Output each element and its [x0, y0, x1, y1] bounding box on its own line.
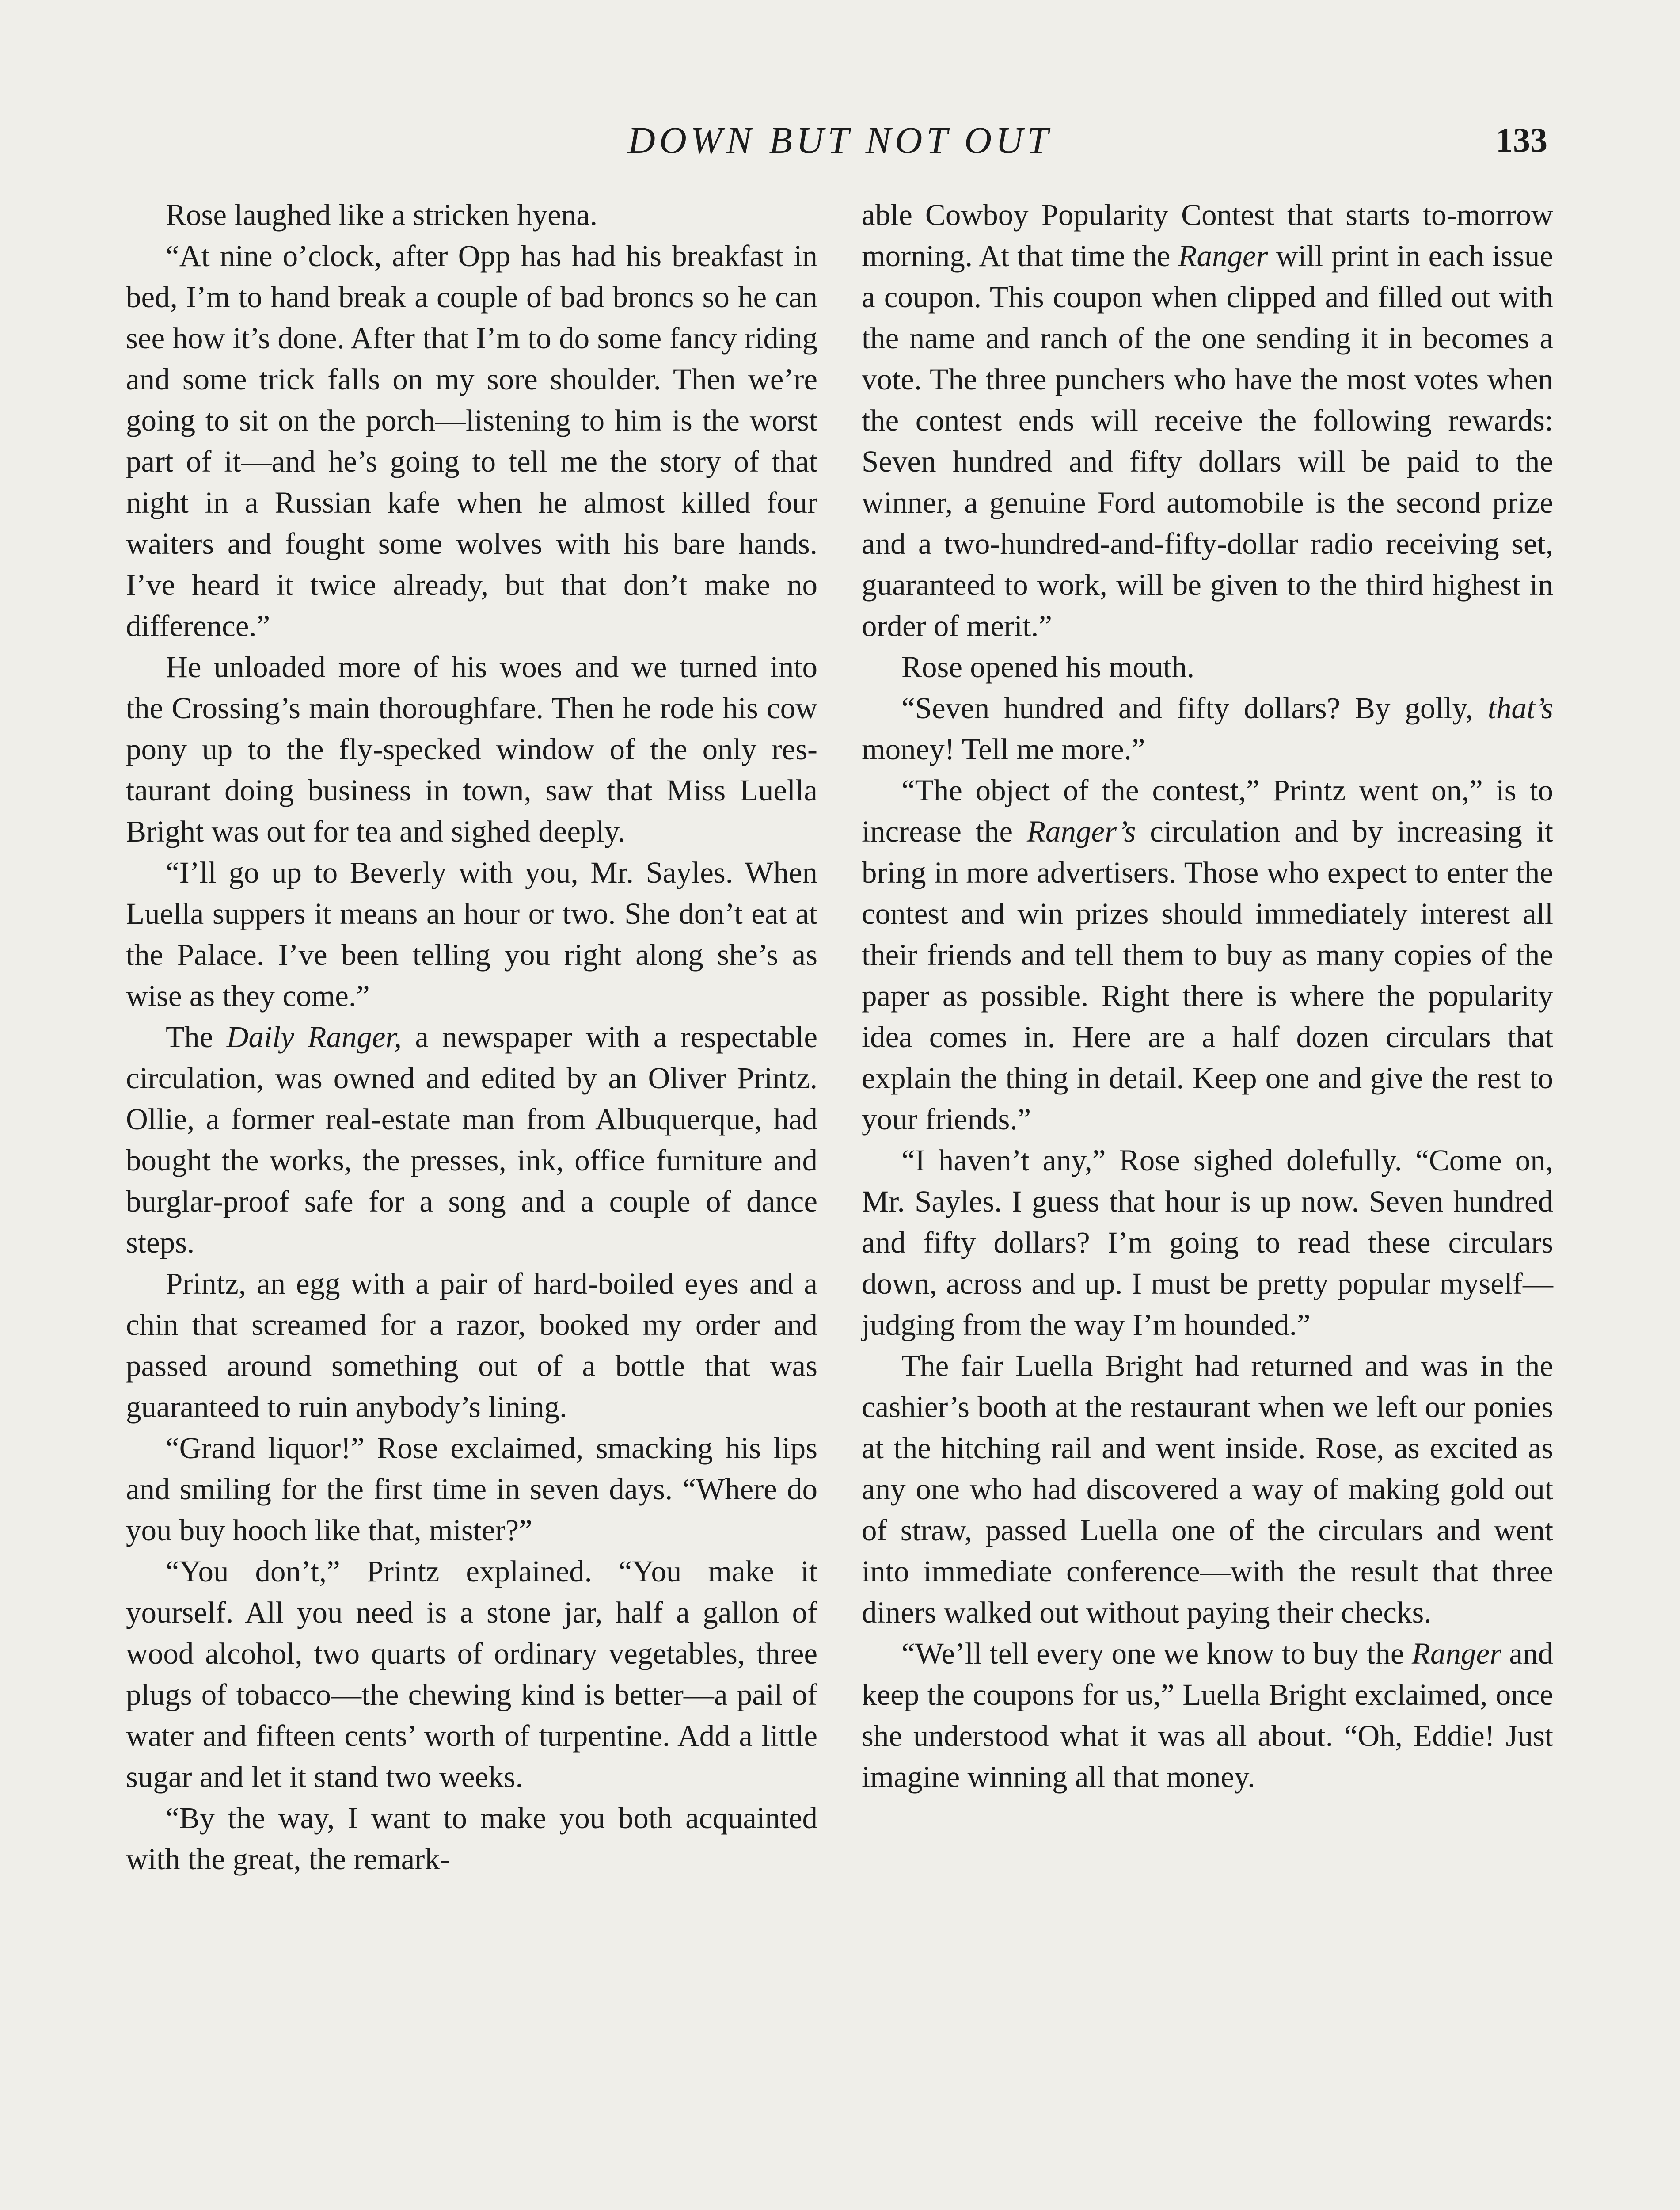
paragraph: He unloaded more of his woes and we turned into the Crossing’s main thoroughfare. Then he rode his cow pony up to the fly-specked window of the only restaurant doing business in town, saw that Miss Luella Bright was out for tea and sighed deeply.: [126, 650, 817, 848]
paragraph: [862, 194, 1553, 647]
paragraph: [862, 1633, 1553, 1798]
text-run: circulation and by increasing it bring in more advertisers. Those who expect to enter the contest and win prizes should immediately interest all their friends and tell them to buy as many copies of the paper as possible. Right there is where the popularity idea comes in. Here are a half dozen circulars that explain the thing in detail. Keep one and give the rest to your friends.”: [862, 815, 1553, 1136]
paragraph: The fair Luella Bright had returned and was in the cashier’s booth at the restaurant when we left our ponies at the hitching rail and went inside. Rose, as excited as any one who had discovered a way of making gold out of straw, passed Luella one of the circulars and went into immediate conference—with the result that three diners walked out without paying their checks.: [862, 1349, 1553, 1629]
newspaper-title: Ranger: [1178, 239, 1268, 273]
left-column: [126, 194, 817, 1880]
newspaper-title: Daily Ranger,: [226, 1020, 402, 1054]
right-column: [862, 194, 1553, 1798]
paragraph: “I haven’t any,” Rose sighed dolefully. “Come on, Mr. Sayles. I guess that hour is up now. Seven hundred and fifty dollars? I’m going to read these circulars down, across and up. I must be pretty popular myself—judging from the way I’m hounded.”: [862, 1143, 1553, 1341]
paragraph: [862, 770, 1553, 1140]
paragraph: “By the way, I want to make you both acquainted with the great, the remark-: [126, 1801, 817, 1876]
newspaper-title: Ranger’s: [1026, 815, 1136, 848]
text-run: The: [166, 1020, 227, 1054]
text-run: “We’ll tell every one we know to buy the: [901, 1637, 1412, 1670]
paragraph: “I’ll go up to Beverly with you, Mr. Sayles. When Luella suppers it means an hour or two. She don’t eat at the Palace. I’ve been telling you right along she’s as wise as they come.”: [126, 856, 817, 1013]
text-run: and keep the coupons for us,” Luella Bright exclaimed, once she understood what it was all about. “Oh, Eddie! Just imagine winning all that money.: [862, 1637, 1553, 1794]
text-run: “Seven hundred and fifty dollars? By golly,: [901, 691, 1488, 725]
text-run: a newspaper with a respectable circulation, was owned and edited by an Oliver Printz. Ollie, a former real-estate man from Albuquerque, had bought the works, the presses, ink, office furniture and burglar-proof safe for a song and a couple of dance steps.: [126, 1020, 817, 1259]
paragraph: “You don’t,” Printz explained. “You make it yourself. All you need is a stone jar, half a gallon of wood alcohol, two quarts of ordinary vegetables, three plugs of tobacco—the chewing kind is better—a pail of water and fifteen cents’ worth of turpentine. Add a little sugar and let it stand two weeks.: [126, 1555, 817, 1794]
text-run: money! Tell me more.”: [862, 732, 1145, 766]
text-run: will print in each issue a coupon. This coupon when clipped and filled out with the name and ranch of the one sending it in becomes a vote. The three punchers who have the most votes when the contest ends will receive the following rewards: Seven hundred and fifty dollars will be paid to the winner, a genuine Ford automobile is the second prize and a two-hundred-and-fifty-dollar radio receiving set, guaranteed to work, will be given to the third highest in order of merit.”: [862, 239, 1553, 643]
paragraph: [862, 688, 1553, 770]
paragraph: Rose opened his mouth.: [901, 650, 1195, 684]
running-title: DOWN BUT NOT OUT: [627, 119, 1053, 161]
emphasis: that’s: [1487, 691, 1553, 725]
page-header: [133, 116, 1547, 164]
paragraph: “At nine o’clock, after Opp has had his breakfast in bed, I’m to hand break a couple of bad broncs so he can see how it’s done. After that I’m to do some fancy riding and some trick falls on my sore shoulder. Then we’re going to sit on the porch—listening to him is the worst part of it—and he’s going to tell me the story of that night in a Russian kafe when he almost killed four waiters and fought some wolves with his bare hands. I’ve heard it twice already, but that don’t make no difference.”: [126, 239, 817, 643]
paragraph: “Grand liquor!” Rose exclaimed, smacking his lips and smiling for the first time in seven days. “Where do you buy hooch like that, mister?”: [126, 1431, 817, 1547]
newspaper-title: Ranger: [1411, 1637, 1501, 1670]
text-run: “The object of the contest,” Printz went on,” is to increase the: [862, 774, 1553, 848]
text-run: able Cowboy Popularity Contest that starts to-morrow morning. At that time the: [862, 198, 1553, 273]
paragraph: Printz, an egg with a pair of hard-boiled eyes and a chin that screamed for a razor, booked my order and passed around something out of a bottle that was guaranteed to ruin anybody’s lining.: [126, 1267, 817, 1424]
page-number: 133: [1496, 121, 1547, 159]
paragraph: [126, 1017, 817, 1263]
paragraph: Rose laughed like a stricken hyena.: [166, 198, 598, 232]
